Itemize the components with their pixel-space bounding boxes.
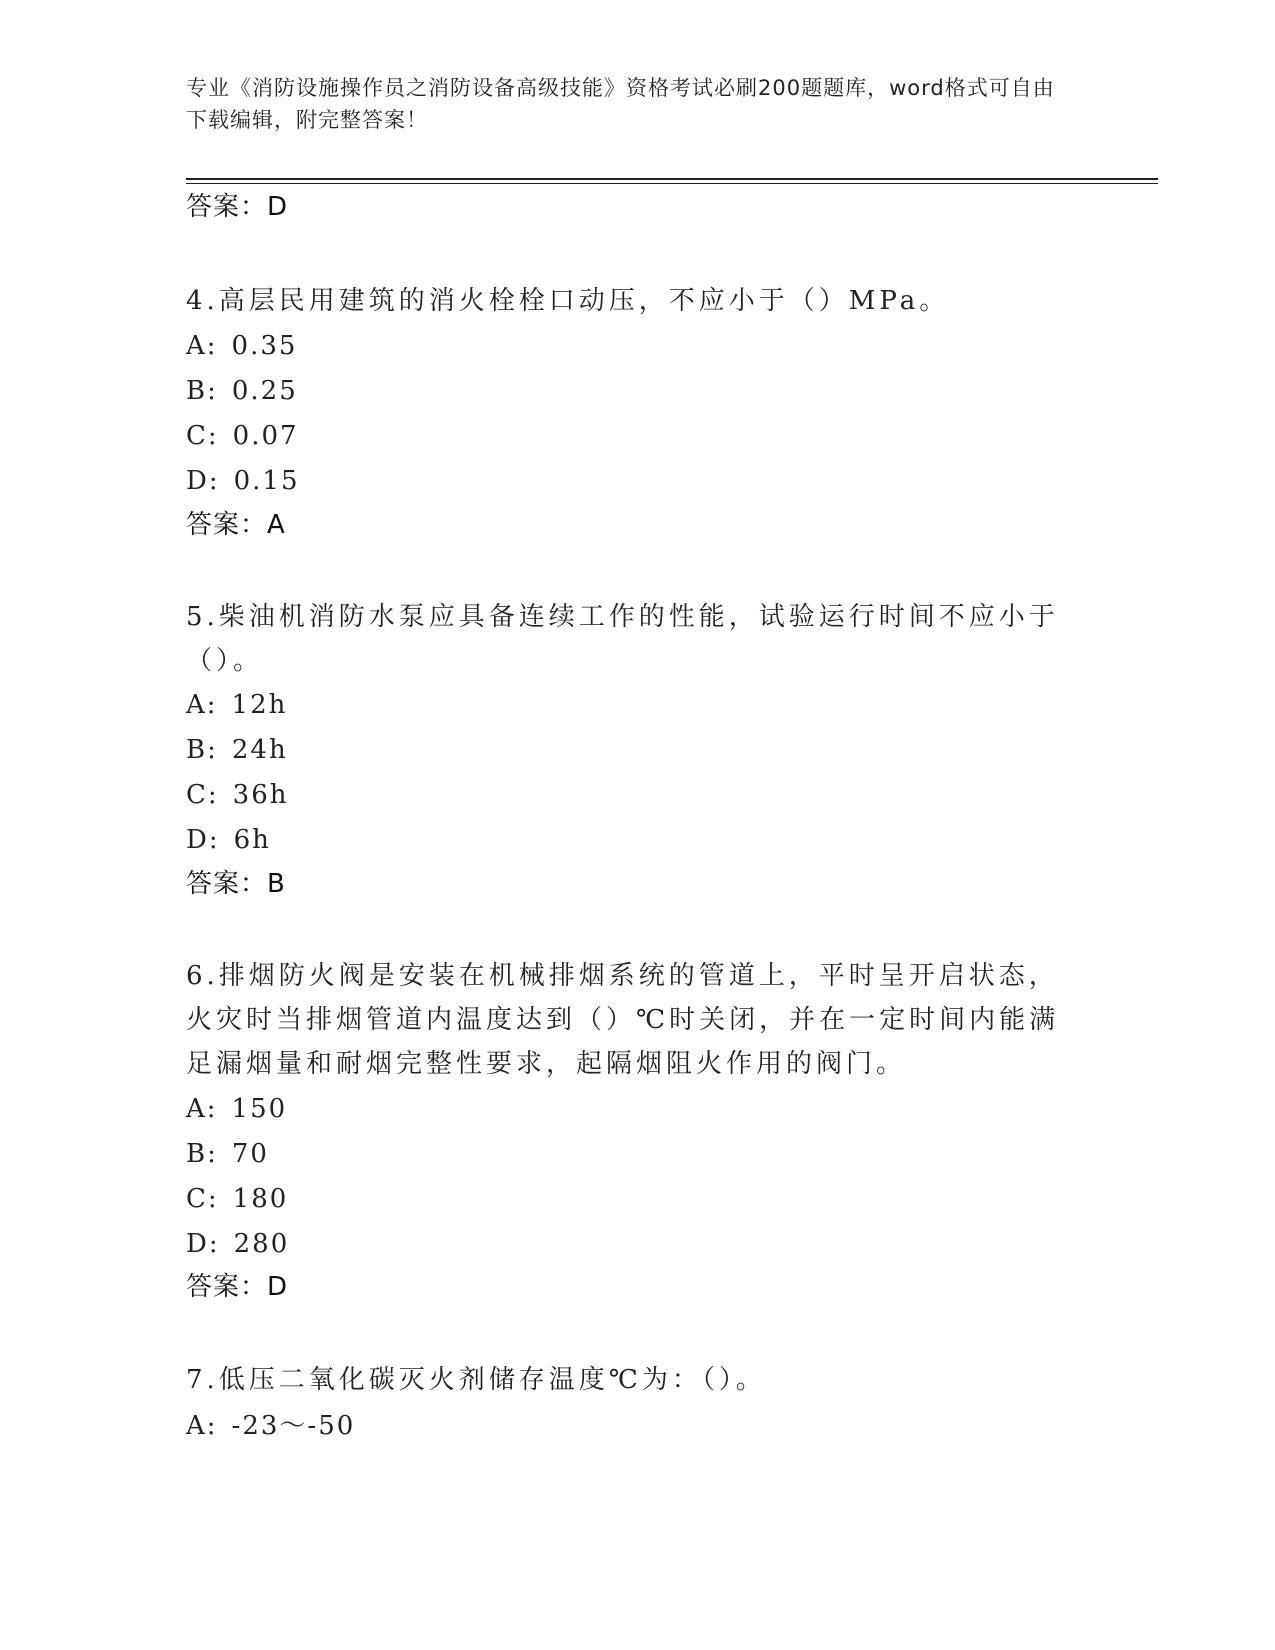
option-text: 0.15 [233, 466, 300, 496]
answer-prefix: 答案： [186, 869, 268, 899]
option-a [186, 1092, 287, 1126]
option-text: 6h [233, 825, 271, 855]
answer-value: A [267, 510, 286, 540]
answer-prefix: 答案： [186, 510, 268, 540]
option-b [186, 374, 298, 408]
answer-line [186, 867, 286, 901]
option-c [186, 778, 289, 812]
answer-line [186, 1270, 288, 1304]
question-stem: 5.柴油机消防水泵应具备连续工作的性能，试验运行时间不应小于（）。 [186, 602, 1059, 676]
option-text: 0.07 [232, 421, 299, 451]
option-c [186, 419, 299, 453]
option-text: 36h [232, 780, 289, 810]
option-text: 0.35 [231, 331, 298, 361]
answer-value: D [267, 192, 289, 222]
option-text: -23～-50 [231, 1411, 356, 1441]
option-letter: A: [186, 1094, 218, 1124]
option-letter: A: [186, 690, 218, 720]
option-letter: B: [186, 735, 218, 765]
option-letter: B: [186, 1139, 218, 1169]
answer-value: D [267, 1272, 289, 1302]
option-letter: B: [186, 376, 218, 406]
answer-value: B [267, 869, 286, 899]
option-b [186, 733, 288, 767]
option-letter: C: [186, 780, 219, 810]
answer-prefix: 答案： [186, 192, 268, 222]
option-letter: A: [186, 1411, 218, 1441]
option-d [186, 823, 271, 857]
option-d [186, 464, 300, 498]
option-text: 70 [231, 1139, 269, 1169]
option-text: 12h [231, 690, 288, 720]
option-d [186, 1227, 289, 1261]
option-text: 0.25 [231, 376, 298, 406]
option-b [186, 1137, 269, 1171]
option-letter: D: [186, 466, 220, 496]
header-divider-thin [186, 183, 1158, 184]
option-text: 180 [232, 1184, 289, 1214]
answer-prefix: 答案： [186, 1272, 268, 1302]
option-a [186, 329, 297, 363]
question-stem: 7.低压二氧化碳灭火剂储存温度℃为：（）。 [186, 1365, 766, 1395]
option-a [186, 688, 287, 722]
question-stem: 4.高层民用建筑的消火栓栓口动压，不应小于（）MPa。 [186, 286, 950, 316]
option-text: 150 [231, 1094, 288, 1124]
option-c [186, 1182, 288, 1216]
option-a [186, 1409, 355, 1443]
option-text: 24h [231, 735, 288, 765]
header-divider-thick [186, 178, 1158, 180]
option-letter: D: [186, 825, 220, 855]
option-text: 280 [233, 1229, 290, 1259]
answer-line [186, 508, 286, 542]
option-letter: A: [186, 331, 218, 361]
option-letter: D: [186, 1229, 220, 1259]
option-letter: C: [186, 1184, 219, 1214]
answer-line [186, 190, 288, 224]
document-header: 专业《消防设施操作员之消防设备高级技能》资格考试必刷200题题库，word格式可自由下载编辑，附完整答案！ [186, 76, 1055, 132]
question-stem: 6.排烟防火阀是安装在机械排烟系统的管道上，平时呈开启状态，火灾时当排烟管道内温度达到（）℃时关闭，并在一定时间内能满足漏烟量和耐烟完整性要求，起隔烟阻火作用的阀门。 [186, 961, 1060, 1079]
option-letter: C: [186, 421, 219, 451]
